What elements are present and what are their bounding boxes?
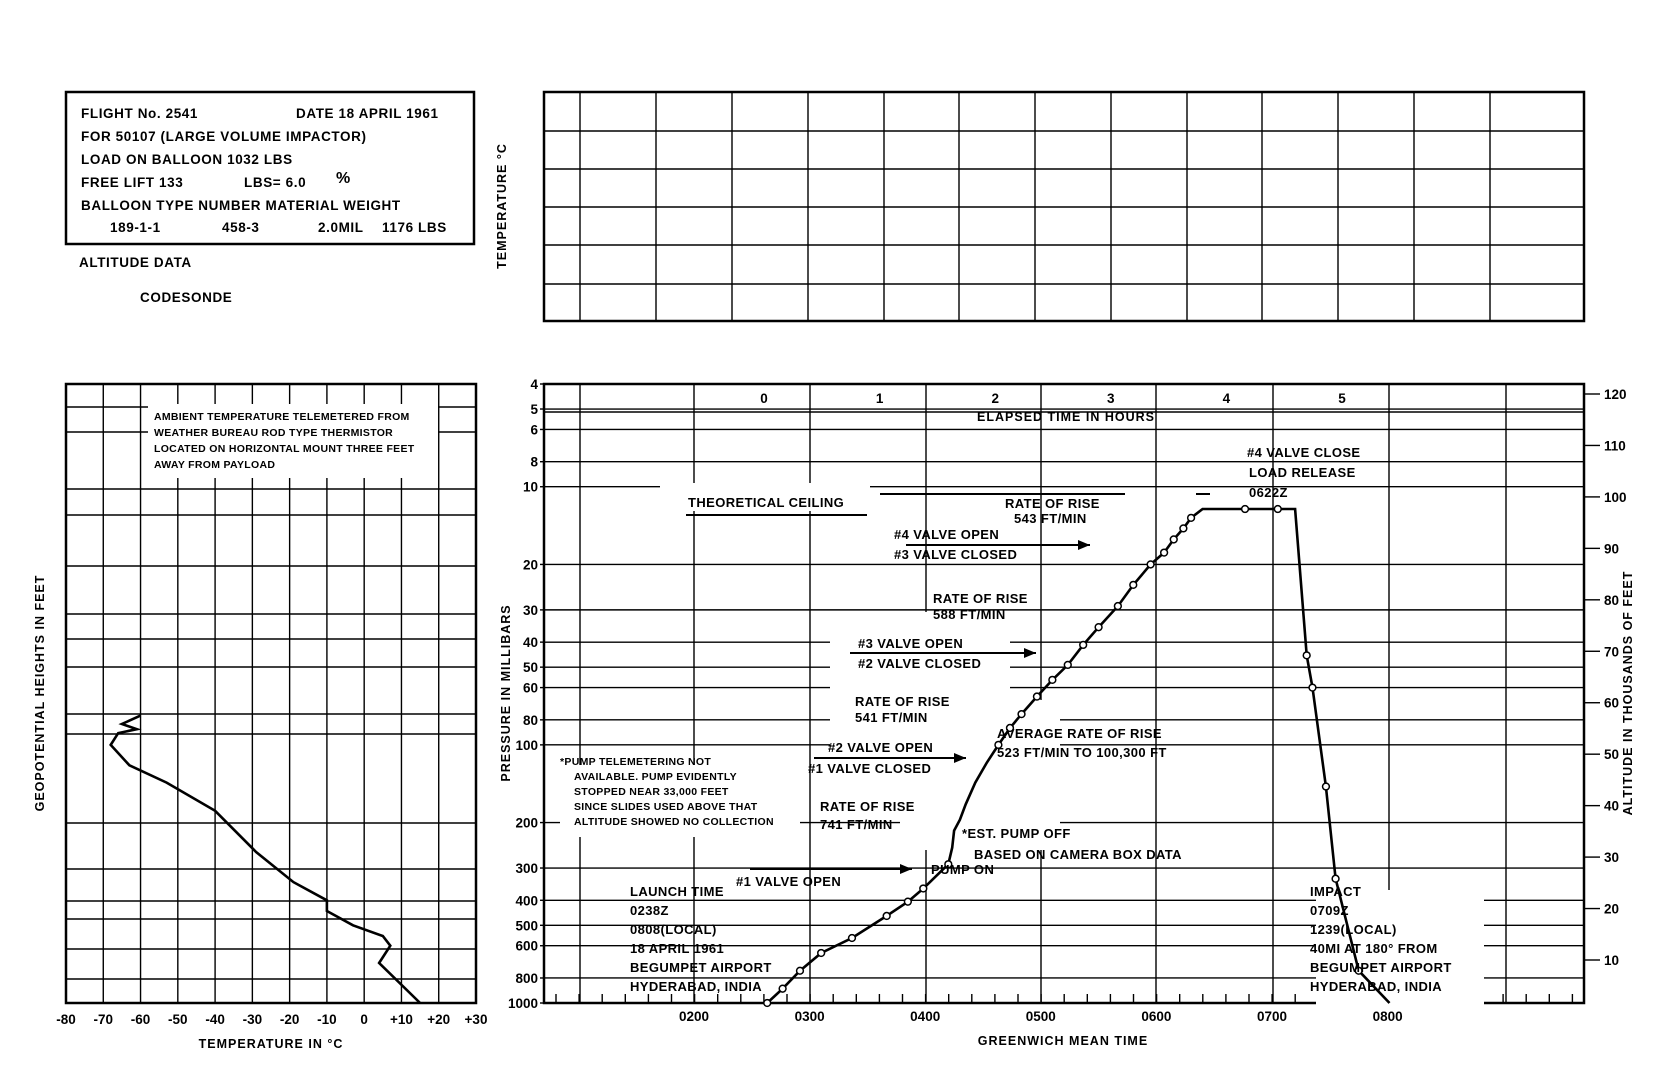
- launch-time-gmt: 0238Z: [630, 903, 669, 918]
- footnote-line: AVAILABLE. PUMP EVIDENTLY: [574, 771, 737, 783]
- temperature-tick-label: -20: [279, 1012, 300, 1027]
- percent-sign: %: [336, 170, 351, 187]
- flight-data-point: [1323, 783, 1330, 790]
- annotation-arrow: [1078, 540, 1090, 550]
- footnote-line: ALTITUDE SHOWED NO COLLECTION: [574, 816, 774, 828]
- altitude-tick-label: 110: [1604, 438, 1626, 454]
- impact-site: BEGUMPET AIRPORT: [1310, 960, 1452, 975]
- altitude-tick-label: 20: [1604, 901, 1620, 917]
- elapsed-tick-label: 0: [760, 391, 768, 406]
- elapsed-tick-label: 4: [1222, 391, 1231, 406]
- altitude-tick-label: 70: [1604, 644, 1620, 660]
- valve-3-open-label: #3 VALVE OPEN: [858, 636, 964, 651]
- rate-of-rise-3-label: RATE OF RISE: [933, 591, 1028, 606]
- altitude-data-label: ALTITUDE DATA: [79, 255, 192, 270]
- altitude-tick-label: 50: [1604, 747, 1620, 763]
- flight-data-point: [1170, 536, 1177, 543]
- flight-profile-xlabel: GREENWICH MEAN TIME: [977, 1034, 1149, 1048]
- impact-time-local: 1239(LOCAL): [1310, 922, 1397, 937]
- pressure-tick-label: 40: [522, 635, 538, 651]
- flight-data-point: [1018, 711, 1025, 718]
- free-lift: FREE LIFT 133: [81, 175, 184, 190]
- altitude-tick-label: 10: [1604, 953, 1620, 968]
- pump-on-label: PUMP ON: [931, 862, 995, 877]
- altitude-tick-label: 120: [1604, 387, 1627, 402]
- altitude-tick-label: 80: [1604, 592, 1620, 608]
- impact-location: 40MI AT 180° FROM: [1310, 941, 1438, 956]
- temperature-tick-label: -10: [317, 1012, 337, 1027]
- pressure-tick-label: 60: [522, 680, 538, 696]
- elapsed-tick-label: 2: [991, 391, 999, 406]
- thermistor-note-line-4: AWAY FROM PAYLOAD: [154, 459, 276, 471]
- flight-profile-ylabel: PRESSURE IN MILLIBARS: [499, 604, 513, 782]
- flight-data-point: [1095, 624, 1102, 631]
- impact-city: HYDERABAD, INDIA: [1310, 979, 1443, 994]
- temperature-tick-label: -50: [168, 1012, 188, 1027]
- codesonde-label: CODESONDE: [140, 290, 233, 305]
- elapsed-tick-label: 5: [1338, 391, 1346, 406]
- temperature-tick-label: +20: [427, 1012, 451, 1027]
- valve-2-closed-label: #2 VALVE CLOSED: [858, 656, 982, 671]
- flight-data-point: [779, 985, 786, 992]
- gmt-tick-label: 0300: [794, 1009, 825, 1024]
- temperature-tick-label: +30: [464, 1012, 488, 1027]
- balloon-weight: 1176 LBS: [382, 220, 447, 235]
- load-release-time: 0622Z: [1249, 485, 1288, 500]
- impact-label: IMPACT: [1310, 884, 1362, 899]
- pressure-tick-label: 80: [522, 712, 538, 728]
- temperature-strip-chart: [495, 92, 1584, 321]
- rate-of-rise-2-value: 541 FT/MIN: [855, 710, 928, 725]
- theoretical-ceiling-label: THEORETICAL CEILING: [688, 495, 845, 510]
- flight-data-point: [1080, 642, 1087, 649]
- pressure-tick-label: 800: [515, 970, 538, 986]
- temperature-tick-label: -40: [205, 1012, 225, 1027]
- gmt-tick-label: 0700: [1256, 1009, 1288, 1024]
- pressure-tick-label: 30: [522, 602, 538, 618]
- flight-data-point: [849, 935, 856, 942]
- gmt-tick-label: 0600: [1141, 1009, 1172, 1024]
- elapsed-time-label: ELAPSED TIME IN HOURS: [977, 410, 1155, 424]
- flight-data-point: [1049, 676, 1056, 683]
- pressure-tick-label: 5: [530, 402, 538, 418]
- temperature-tick-label: -80: [56, 1012, 76, 1027]
- gmt-tick-label: 0200: [678, 1009, 710, 1024]
- footnote-line: *PUMP TELEMETERING NOT: [560, 756, 712, 768]
- valve-4-open-label: #4 VALVE OPEN: [894, 527, 1000, 542]
- flight-data-point: [1188, 514, 1195, 521]
- pressure-tick-label: 200: [515, 815, 538, 831]
- temperature-tick-label: 0: [360, 1012, 368, 1027]
- gmt-tick-label: 0400: [910, 1009, 941, 1024]
- temperature-strip-grid: [544, 92, 1584, 321]
- load-release-label: LOAD RELEASE: [1249, 465, 1356, 480]
- footnote-line: SINCE SLIDES USED ABOVE THAT: [574, 801, 758, 813]
- temperature-tick-label: -70: [93, 1012, 114, 1027]
- pressure-tick-label: 1000: [507, 996, 538, 1011]
- free-lift-lbs: LBS= 6.0: [244, 175, 307, 190]
- flight-data-point: [920, 885, 927, 892]
- temperature-tick-label: -60: [130, 1012, 151, 1027]
- flight-data-point: [1180, 525, 1187, 532]
- average-rate-label: AVERAGE RATE OF RISE: [997, 726, 1162, 741]
- temperature-profile-line: [111, 716, 420, 1003]
- pressure-tick-label: 6: [530, 422, 538, 438]
- flight-number: FLIGHT No. 2541: [81, 106, 199, 121]
- balloon-type: 189-1-1: [110, 220, 161, 235]
- flight-data-point: [1064, 661, 1071, 668]
- elapsed-tick-label: 1: [875, 391, 884, 406]
- gmt-tick-label: 0800: [1372, 1009, 1403, 1024]
- rate-of-rise-2-label: RATE OF RISE: [855, 694, 950, 709]
- flight-data-point: [904, 898, 911, 905]
- altitude-tick-label: 40: [1604, 798, 1620, 814]
- pressure-tick-label: 600: [515, 938, 538, 954]
- launch-date: 18 APRIL 1961: [630, 941, 725, 956]
- balloon-number: 458-3: [222, 220, 260, 235]
- valve-1-open-label: #1 VALVE OPEN: [736, 874, 842, 889]
- flight-data-point: [1242, 506, 1249, 513]
- rate-of-rise-4-label: RATE OF RISE: [1005, 496, 1100, 511]
- rate-of-rise-1-value: 741 FT/MIN: [820, 817, 893, 832]
- launch-site: BEGUMPET AIRPORT: [630, 960, 772, 975]
- flight-profile-chart: [499, 377, 1635, 1048]
- pressure-tick-label: 300: [515, 861, 538, 877]
- launch-city: HYDERABAD, INDIA: [630, 979, 763, 994]
- pressure-tick-label: 100: [515, 737, 538, 753]
- gmt-tick-label: 0500: [1025, 1009, 1056, 1024]
- flight-data-point: [1309, 684, 1316, 691]
- annotation-arrow: [1024, 648, 1036, 658]
- thermistor-note-line-1: AMBIENT TEMPERATURE TELEMETERED FROM: [154, 411, 410, 423]
- pressure-tick-label: 10: [522, 479, 538, 495]
- thermistor-note-line-2: WEATHER BUREAU ROD TYPE THERMISTOR: [154, 427, 394, 439]
- valve-3-closed-label: #3 VALVE CLOSED: [894, 547, 1018, 562]
- camera-box-label: BASED ON CAMERA BOX DATA: [974, 847, 1182, 862]
- valve-2-open-label: #2 VALVE OPEN: [828, 740, 934, 755]
- launch-time-label: LAUNCH TIME: [630, 884, 724, 899]
- flight-data-point: [1274, 506, 1281, 513]
- flight-data-point: [764, 1000, 771, 1007]
- valve-4-close-label: #4 VALVE CLOSE: [1247, 445, 1361, 460]
- pressure-tick-label: 50: [522, 660, 538, 676]
- flight-info-box: [66, 92, 474, 244]
- flight-data-point: [1034, 693, 1041, 700]
- launch-time-local: 0808(LOCAL): [630, 922, 717, 937]
- altitude-tick-label: 60: [1604, 695, 1620, 711]
- altitude-tick-label: 100: [1604, 489, 1627, 505]
- flight-data-point: [1147, 561, 1154, 568]
- balloon-header: BALLOON TYPE NUMBER MATERIAL WEIGHT: [81, 198, 401, 213]
- thermistor-note-line-3: LOCATED ON HORIZONTAL MOUNT THREE FEET: [154, 443, 415, 455]
- pressure-tick-label: 20: [522, 557, 538, 573]
- temperature-profile-ylabel: GEOPOTENTIAL HEIGHTS IN FEET: [33, 574, 47, 812]
- flight-data-point: [818, 950, 825, 957]
- flight-purpose: FOR 50107 (LARGE VOLUME IMPACTOR): [81, 129, 367, 144]
- rate-of-rise-3-value: 588 FT/MIN: [933, 607, 1006, 622]
- temperature-tick-label: -30: [242, 1012, 263, 1027]
- annotation-arrow: [900, 864, 912, 874]
- temperature-profile-x-ticks: [56, 1012, 487, 1027]
- flight-data-point: [797, 967, 804, 974]
- pressure-tick-label: 400: [515, 893, 538, 909]
- temperature-profile-xlabel: TEMPERATURE IN °C: [198, 1037, 344, 1051]
- elapsed-tick-label: 3: [1107, 391, 1115, 406]
- rate-of-rise-1-label: RATE OF RISE: [820, 799, 915, 814]
- temperature-tick-label: +10: [390, 1012, 413, 1027]
- flight-data-point: [883, 913, 890, 920]
- altitude-tick-label: 90: [1604, 541, 1620, 557]
- rate-of-rise-4-value: 543 FT/MIN: [1014, 511, 1087, 526]
- balloon-material: 2.0MIL: [318, 220, 364, 235]
- pressure-tick-label: 4: [530, 377, 538, 392]
- pressure-tick-label: 8: [530, 454, 538, 470]
- flight-data-point: [1161, 549, 1168, 556]
- balloon-load: LOAD ON BALLOON 1032 LBS: [81, 152, 293, 167]
- flight-data-point: [1114, 603, 1121, 610]
- footnote-line: STOPPED NEAR 33,000 FEET: [574, 786, 729, 798]
- flight-data-point: [1303, 652, 1310, 659]
- average-rate-value: 523 FT/MIN TO 100,300 FT: [997, 745, 1167, 760]
- impact-time-gmt: 0709Z: [1310, 903, 1349, 918]
- flight-data-point: [1332, 875, 1339, 882]
- valve-1-closed-label: #1 VALVE CLOSED: [808, 761, 932, 776]
- pressure-tick-label: 500: [515, 918, 538, 934]
- flight-profile-y2label: ALTITUDE IN THOUSANDS OF FEET: [1621, 570, 1635, 816]
- flight-data-point: [1130, 581, 1137, 588]
- temperature-profile-chart: [33, 384, 487, 1051]
- temperature-strip-ylabel: TEMPERATURE °C: [495, 143, 509, 269]
- est-pump-off-label: *EST. PUMP OFF: [962, 826, 1071, 841]
- altitude-tick-label: 30: [1604, 850, 1620, 866]
- flight-date: DATE 18 APRIL 1961: [296, 106, 439, 121]
